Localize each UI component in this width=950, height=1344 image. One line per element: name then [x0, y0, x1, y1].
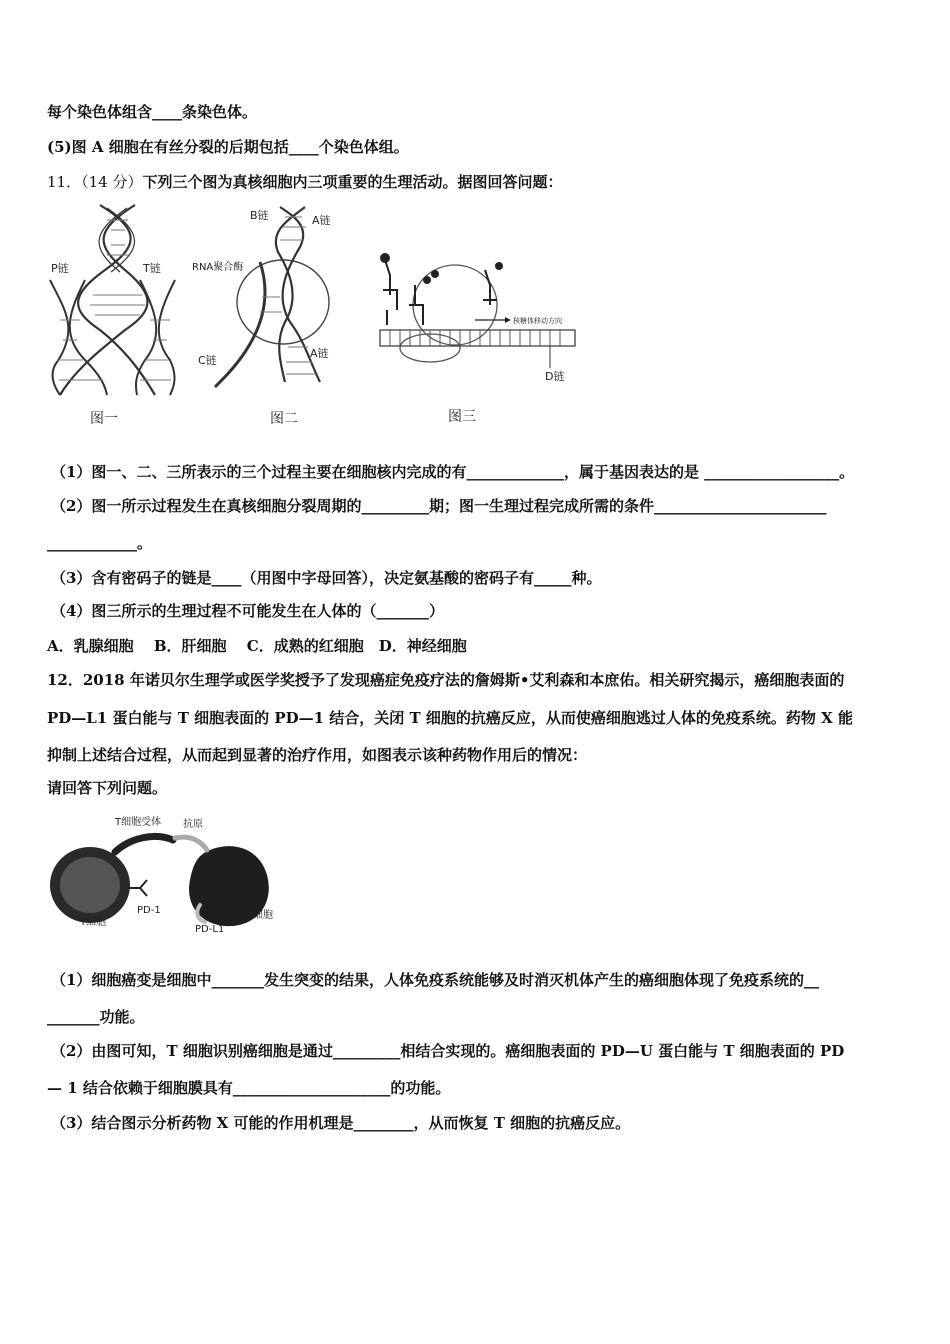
- q11-part-3: （3）含有密码子的链是____（用图中字母回答），决定氨基酸的密码子有_____种。: [51, 569, 602, 587]
- q12-part-2: （2）由图可知，T 细胞识别癌细胞是通过_________相结合实现的。癌细胞表面的 PD—U 蛋白能与 T 细胞表面的 PD: [51, 1042, 845, 1060]
- caption-figure-2: 图二: [270, 411, 298, 427]
- q12-part-1: （1）细胞癌变是细胞中_______发生突变的结果，人体免疫系统能够及时消灭机体产生的癌细胞体现了免疫系统的__: [51, 971, 819, 989]
- label-tcell-receptor: T细胞受体: [115, 817, 162, 828]
- q12-part-1-cont: _______功能。: [47, 1008, 145, 1026]
- q12-stem-1: 12．2018 年诺贝尔生理学或医学奖授予了发现癌症免疫疗法的詹姆斯•艾利森和本庶佑。相关研究揭示，癌细胞表面的: [47, 671, 845, 689]
- q12-part-3: （3）结合图示分析药物 X 可能的作用机理是________，从而恢复 T 细胞的抗癌反应。: [51, 1114, 631, 1132]
- caption-figure-1: 图一: [90, 411, 118, 427]
- label-pd1: PD-1: [137, 905, 161, 916]
- question-11-stem: [47, 172, 562, 192]
- q11-part-2: （2）图一所示过程发生在真核细胞分裂周期的_________期；图一生理过程完成所需的条件_______________________: [51, 497, 827, 515]
- figure-4-tcell-cancer: [45, 810, 290, 940]
- label-tcell: T细胞: [80, 917, 107, 928]
- question-score: （14 分）: [81, 173, 143, 191]
- question-text: 下列三个图为真核细胞内三项重要的生理活动。据图回答问题：: [142, 173, 563, 191]
- label-a-chain-top: A链: [312, 214, 331, 227]
- q11-part-4: （4）图三所示的生理过程不可能发生在人体的（_______）: [51, 602, 444, 620]
- q11-options: A．乳腺细胞 B．肝细胞 C．成熟的红细胞 D．神经细胞: [47, 637, 467, 655]
- label-p-chain: P链: [51, 262, 69, 275]
- label-cancer-cell: 癌细胞: [243, 910, 273, 921]
- label-c-chain: C链: [198, 354, 217, 367]
- q12-part-2-cont: — 1 结合依赖于细胞膜具有_____________________的功能。: [47, 1079, 451, 1097]
- figure-3-translation: [365, 230, 590, 390]
- label-d-chain: D链: [545, 370, 565, 383]
- q12-stem-4: 请回答下列问题。: [47, 779, 168, 797]
- label-b-chain: B链: [250, 209, 269, 222]
- label-a-chain-bottom: A链: [310, 347, 329, 360]
- label-antigen: 抗原: [183, 819, 203, 830]
- q11-part-2-cont: ____________。: [47, 534, 153, 552]
- q12-stem-2: PD—L1 蛋白能与 T 细胞表面的 PD—1 结合，关闭 T 细胞的抗癌反应，从而使癌细胞逃过人体的免疫系统。药物 X 能: [47, 709, 853, 727]
- text-line-2: (5)图 A 细胞在有丝分裂的后期包括____个染色体组。: [47, 138, 409, 156]
- label-rna-polymerase: RNA聚合酶: [192, 262, 244, 273]
- q12-stem-3: 抑制上述结合过程，从而起到显著的治疗作用，如图表示该种药物作用后的情况：: [47, 746, 588, 764]
- figure-2-transcription: [190, 202, 350, 392]
- label-t-chain: T链: [143, 262, 161, 275]
- figure-1-dna-replication: [45, 200, 180, 400]
- q11-part-1: （1）图一、二、三所表示的三个过程主要在细胞核内完成的有_____________，属于基因表达的是 __________________。: [51, 463, 855, 481]
- question-number: 11．: [47, 173, 82, 191]
- label-ribosome-direction: 核糖体移动方向: [513, 317, 562, 325]
- text-line-1: 每个染色体组含____条染色体。: [47, 103, 258, 121]
- label-pdl1: PD-L1: [195, 924, 225, 935]
- caption-figure-3: 图三: [448, 409, 476, 425]
